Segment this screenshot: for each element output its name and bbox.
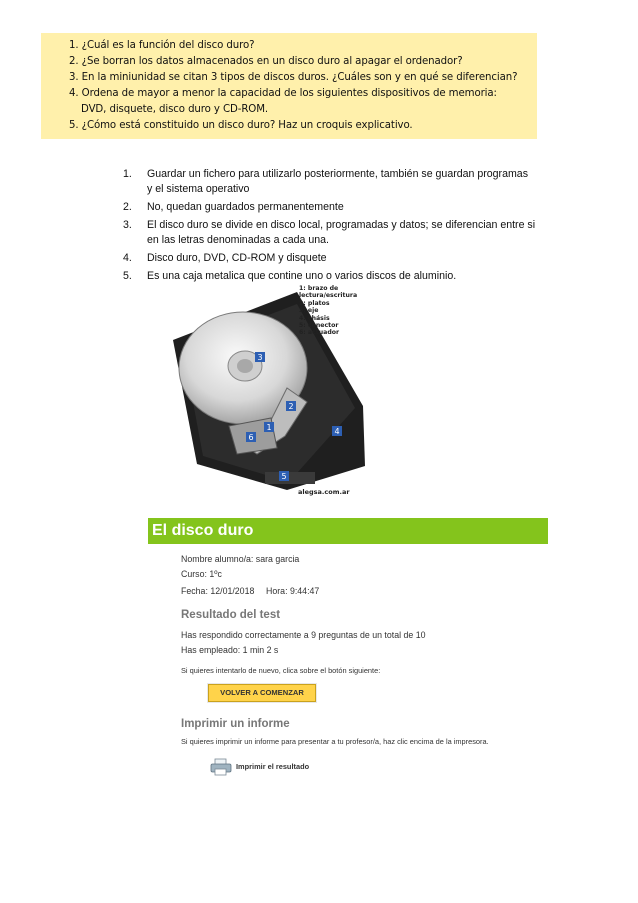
print-heading: Imprimir un informe [181,718,290,730]
answer-number: 1. [123,168,132,180]
figure-credit: alegsa.com.ar [298,488,350,496]
question-2: 2. ¿Se borran los datos almacenados en un disco duro al apagar el ordenador? [69,56,463,67]
question-box [41,33,537,139]
answer-number: 4. [123,252,132,264]
printer-icon[interactable] [210,758,232,776]
marker-6-label: 6 [248,433,254,442]
quiz-result-panel [148,518,548,788]
question-5: 5. ¿Cómo está constituido un disco duro? Haz un croquis explicativo. [69,120,413,131]
answer-number: 5. [123,270,132,282]
answers-list [123,167,563,284]
marker-4-label: 4 [334,427,340,436]
answer-text: Guardar un fichero para utilizarlo posteriormente, también se guardan programas [147,168,528,180]
print-text: Si quieres imprimir un informe para presentar a tu profesor/a, haz clic encima de la impresora. [181,737,489,746]
legend-item: 4: chásis [299,314,330,322]
legend-item: 2: platos [299,299,330,307]
answer-text: El disco duro se divide en disco local, programadas y datos; se diferencian entre si [147,219,536,231]
answer-3 [123,218,563,248]
quiz-header [148,518,548,544]
question-1: 1. ¿Cuál es la función del disco duro? [69,40,255,51]
date: Fecha: 12/01/2018 [181,586,255,596]
answer-1 [123,167,563,197]
answer-number: 2. [123,201,132,213]
marker-2-label: 2 [288,402,294,411]
question-4-continued: DVD, disquete, disco duro y CD-ROM. [81,104,269,115]
marker-1-label: 1 [266,423,272,432]
duration-text: Has empleado: 1 min 2 s [181,645,279,655]
result-heading: Resultado del test [181,609,281,621]
score-text: Has respondido correctamente a 9 preguntas de un total de 10 [181,630,426,640]
marker-5-label: 5 [281,472,287,481]
legend-item: 3: eje [299,307,319,315]
answer-text: en las letras denominadas a cada una. [147,234,329,246]
student-name: Nombre alumno/a: sara garcia [181,554,300,564]
restart-button[interactable]: VOLVER A COMENZAR [208,684,316,702]
answer-number: 3. [123,219,132,231]
legend-item: 6: actuador [299,329,340,337]
spindle-core-shape [237,359,253,373]
legend-item: lectura/escritura [299,292,358,300]
marker-3-label: 3 [257,353,263,362]
time: Hora: 9:44:47 [266,586,320,596]
retry-text: Si quieres intentarlo de nuevo, clica sobre el botón siguiente: [181,666,381,675]
course: Curso: 1ºc [181,569,222,579]
legend-item: 1: brazo de [299,285,339,292]
answer-text: Es una caja metalica que contine uno o varios discos de aluminio. [147,270,457,282]
print-result-link[interactable]: Imprimir el resultado [236,762,310,771]
answer-text: Disco duro, DVD, CD-ROM y disquete [147,252,327,264]
connector-shape [265,472,315,484]
answer-2 [123,200,563,215]
figure-legend [299,285,357,337]
answer-text: y el sistema operativo [147,183,250,195]
question-3: 3. En la miniunidad se citan 3 tipos de discos duros. ¿Cuáles son y en qué se diferencian? [69,72,518,83]
quiz-title: El disco duro [152,522,254,539]
answer-text: No, quedan guardados permanentemente [147,201,344,213]
legend-item: 5: conector [299,322,339,330]
question-4: 4. Ordena de mayor a menor la capacidad de los siguientes dispositivos de memoria: [69,88,497,99]
answer-4 [123,251,563,266]
